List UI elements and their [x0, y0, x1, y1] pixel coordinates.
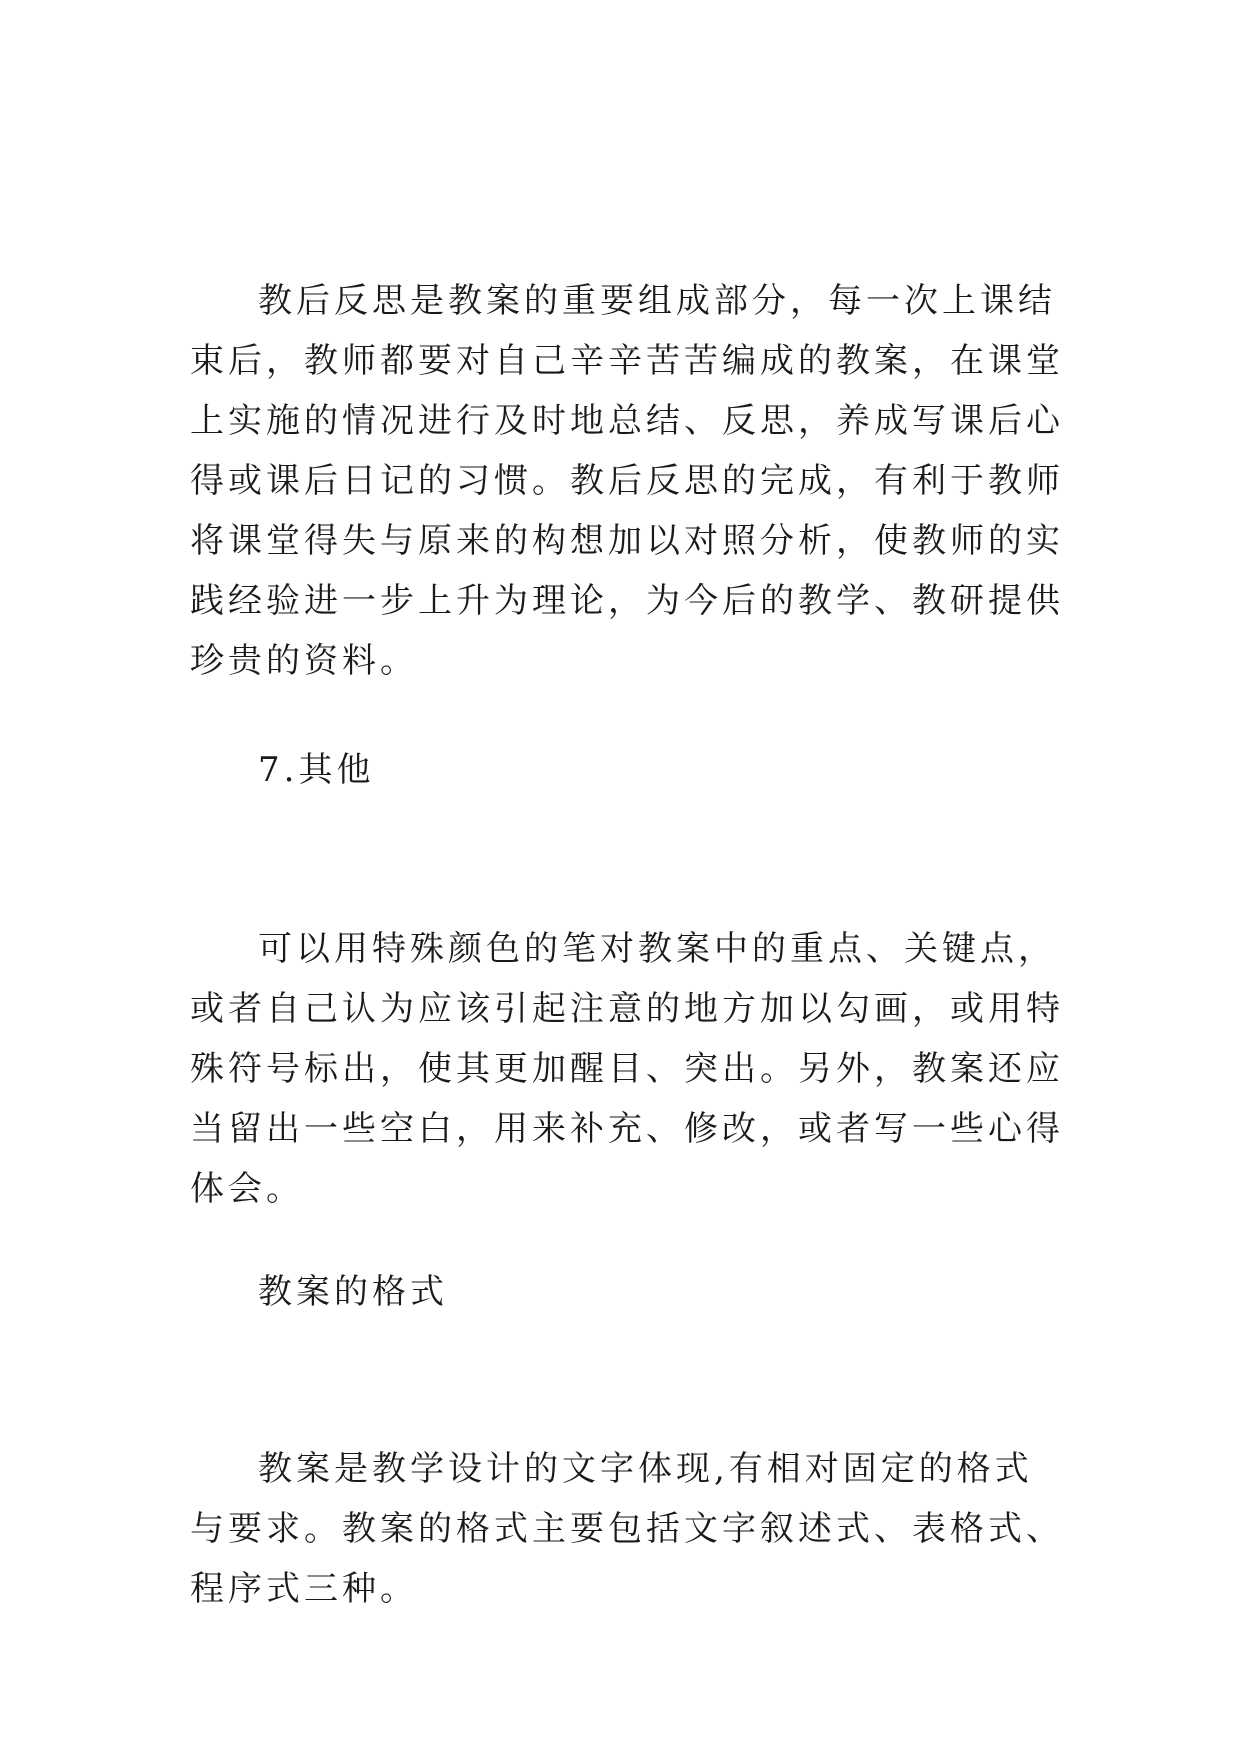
section-heading-format: 教案的格式 [258, 1272, 448, 1312]
reflection-paragraph: 教后反思是教案的重要组成部分，每一次上课结束后，教师都要对自己辛辛苦苦编成的教案，在课堂上实施的情况进行及时地总结、反思，养成写课后心得或课后日记的习惯。教后反思的完成，有利于教师将课堂得失与原来的构想加以对照分析，使教师的实践经验进一步上升为理论，为今后的教学、教研提供珍贵的资料。 [190, 281, 1064, 681]
other-paragraph: 可以用特殊颜色的笔对教案中的重点、关键点，或者自己认为应该引起注意的地方加以勾画，或用特殊符号标出，使其更加醒目、突出。另外，教案还应当留出一些空白，用来补充、修改，或者写一些心得体会。 [190, 929, 1064, 1209]
section-heading-other: 7.其他 [258, 750, 375, 790]
format-paragraph: 教案是教学设计的文字体现,有相对固定的格式与要求。教案的格式主要包括文字叙述式、表格式、程序式三种。 [190, 1449, 1064, 1609]
